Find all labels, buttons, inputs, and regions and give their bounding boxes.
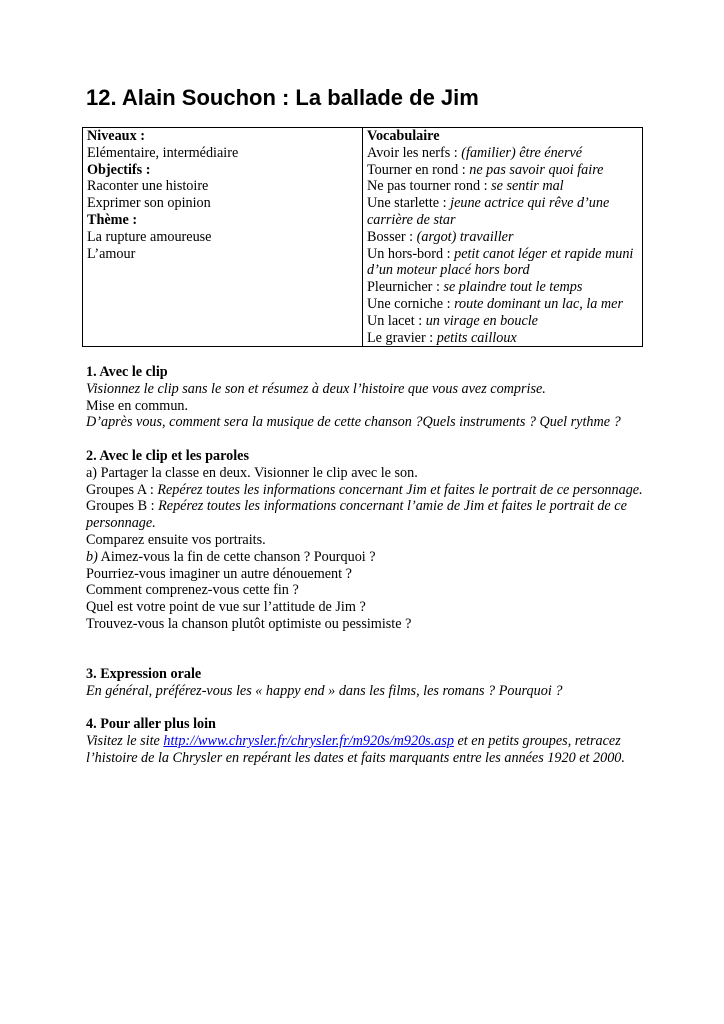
section-2-compare: Comparez ensuite vos portraits. [86, 531, 266, 548]
section-1-heading: 1. Avec le clip [86, 364, 168, 380]
section-1 [86, 364, 646, 431]
vocab-entry: Un lacet : un virage en boucle [367, 312, 538, 329]
section-1-instruction: Visionnez le clip sans le son et résumez à deux l’histoire que vous avez comprise. [86, 380, 546, 397]
objectif-item: Raconter une histoire [87, 178, 209, 195]
vocab-entry: Tourner en rond : ne pas savoir quoi faire [367, 161, 604, 178]
section-2-heading: 2. Avec le clip et les paroles [86, 448, 249, 464]
vocab-entry: Une starlette : jeune actrice qui rêve d’une carrière de star [367, 195, 610, 228]
vocab-entry: Ne pas tourner rond : se sentir mal [367, 178, 564, 195]
section-3-text: En général, préférez-vous les « happy end » dans les films, les romans ? Pourquoi ? [86, 682, 563, 699]
page-title: 12. Alain Souchon : La ballade de Jim [86, 85, 479, 110]
section-2-question: Comment comprenez-vous cette fin ? [86, 582, 299, 599]
section-3-heading: 3. Expression orale [86, 666, 202, 682]
section-2-line-a: a) Partager la classe en deux. Visionner le clip avec le son. [86, 464, 418, 481]
vocab-entry: Un hors-bord : petit canot léger et rapide muni d’un moteur placé hors bord [367, 245, 634, 279]
section-1-line: Mise en commun. [86, 397, 189, 414]
vocab-entry: Pleurnicher : se plaindre tout le temps [367, 279, 583, 296]
section-2-groupe-a: Groupes A : Repérez toutes les informations concernant Jim et faites le portrait de ce personnage. [86, 481, 643, 498]
vocab-entry: Une corniche : route dominant un lac, la mer [367, 295, 623, 312]
niveaux-label: Niveaux : [87, 128, 145, 144]
vocab-entry: Avoir les nerfs : (familier) être énervé [367, 144, 583, 161]
section-2-question: Quel est votre point de vue sur l’attitude de Jim ? [86, 599, 366, 616]
vocabulary-cell [363, 128, 643, 347]
section-1-question: D’après vous, comment sera la musique de cette chanson ?Quels instruments ? Quel rythme ? [86, 414, 621, 431]
vocabulary-heading: Vocabulaire [367, 128, 440, 144]
section-2-question: Pourriez-vous imaginer un autre dénouement ? [86, 565, 352, 582]
section-2-groupe-b: Groupes B : Repérez toutes les informations concernant l’amie de Jim et faites le portrait de ce personnage. [86, 498, 627, 532]
section-4-heading: 4. Pour aller plus loin [86, 716, 216, 732]
objectif-item: Exprimer son opinion [87, 195, 211, 212]
objectifs-label: Objectifs : [87, 161, 151, 178]
section-3 [86, 666, 646, 700]
levels-objectives-cell [83, 128, 363, 347]
section-2-question: Trouvez-vous la chanson plutôt optimiste ou pessimiste ? [86, 615, 412, 632]
section-2 [86, 448, 646, 633]
section-2-line-b: b) Aimez-vous la fin de cette chanson ? Pourquoi ? [86, 548, 376, 565]
theme-label: Thème : [87, 211, 138, 228]
chrysler-site-link[interactable]: http://www.chrysler.fr/chrysler.fr/m920s/m920s.asp [163, 732, 454, 749]
info-table [82, 127, 643, 347]
theme-item: La rupture amoureuse [87, 228, 212, 245]
vocab-entry: Bosser : (argot) travailler [367, 228, 514, 245]
section-4 [86, 716, 646, 766]
section-4-text: Visitez le site http://www.chrysler.fr/chrysler.fr/m920s/m920s.asp et en petits groupes, retracez l’histoire de la Chrysler en repérant les dates et faits marquants entre les années 1920 et 2000. [86, 732, 625, 766]
vocab-entry: Le gravier : petits cailloux [367, 329, 517, 346]
niveaux-value: Elémentaire, intermédiaire [87, 144, 239, 161]
theme-item: L’amour [87, 245, 136, 262]
